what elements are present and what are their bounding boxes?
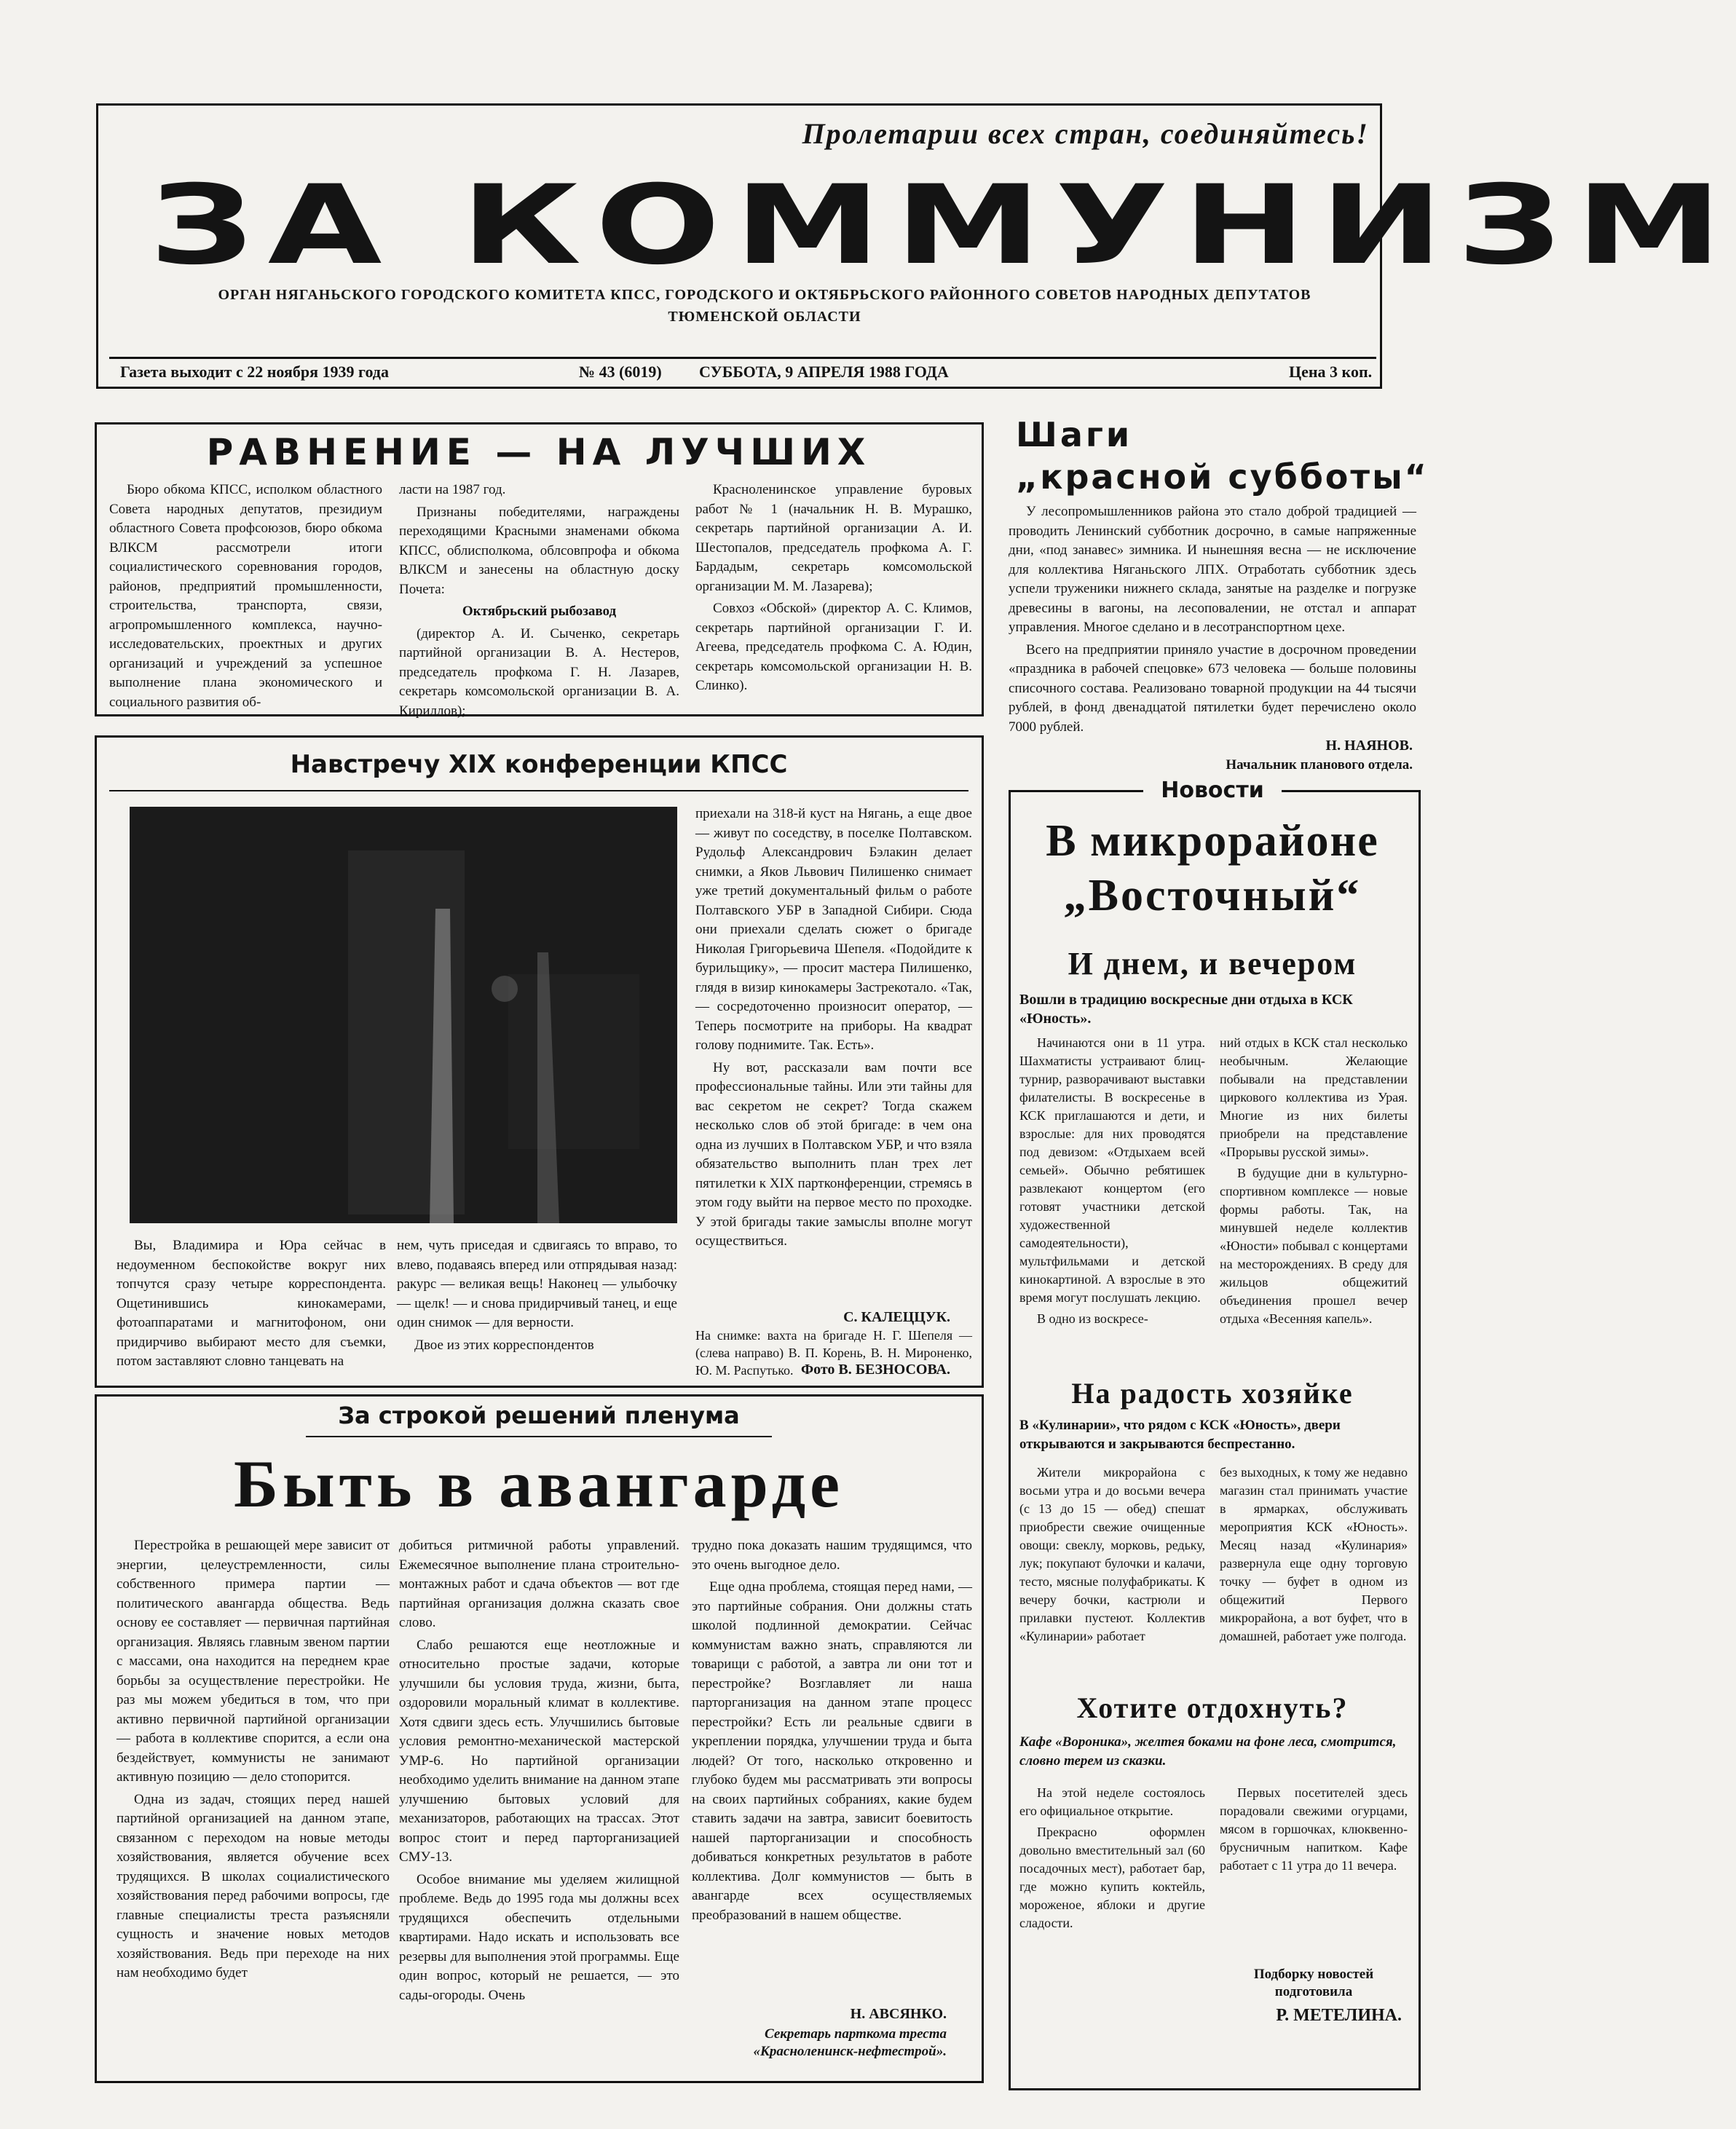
article-vanguard-col2 xyxy=(399,1536,679,2071)
masthead-rule xyxy=(109,357,1376,359)
paragraph: Вы, Владимира и Юра сейчас в недоуменном беспокойстве вокруг них топчутся сразу четыре корреспондента. Ощетинившись кинокамерами, фотоаппаратами и магнитофоном, они придирчиво выбирают место для съемки, потом заставляют словно танцевать на xyxy=(117,1238,386,1369)
story3-col2 xyxy=(1220,1784,1408,1944)
article-subbotnik-title: Шаги xyxy=(1016,415,1133,454)
article-conference-bottom-col2 xyxy=(397,1236,677,1375)
paragraph: Первых посетителей здесь порадовали свежими огурцами, мясом в горшочках, клюквенно-брусничным напитком. Кафе работает с 11 утра до 11 вечера. xyxy=(1220,1785,1408,1873)
story2-col1 xyxy=(1019,1464,1205,1682)
story1-col1 xyxy=(1019,1034,1205,1358)
paragraph: Ну вот, рассказали вам почти все профессиональные тайны. Или эти тайны для вас секретом не секрет? Тогда скажем несколько слов об этой бригаде: в чем она одна из лучших в Полтавском УБР, и что взяла обязательство выполнить план трех лет пятилетки к XIX партконференции, стремясь в этом году выйти на первое место по проходке. У этой бригады такие замыслы вполне могут осуществиться. xyxy=(695,1059,972,1249)
news-headline-1: В микрорайоне xyxy=(1046,816,1379,866)
news-compiler: Р. МЕТЕЛИНА. xyxy=(1276,2006,1402,2025)
story3-title: Хотите отдохнуть? xyxy=(1076,1691,1349,1724)
paragraph: Слабо решаются еще неотложные и относительно простые задачи, которые улучшили бы условия труда, жизни, быта, оздоровили моральный климат в коллективе. Хотя сдвиги здесь есть. Улучшились бытовые условия ремонтно-механической мастерской УМР-6. Но партийной организации необходимо уделить внимание на данном этапе улучшению бытовых условий для механизаторов, работающих на трассах. Этот вопрос стоит и перед парторганизацией СМУ-13. xyxy=(399,1637,679,1865)
article-vanguard-title: Быть в авангарде xyxy=(234,1447,844,1521)
paragraph: Признаны победителями, награждены переходящими Красными знаменами обкома КПСС, облисполкома, облсовпрофа и обкома ВЛКСМ и занесены на областную доску Почета: xyxy=(399,504,679,597)
paragraph: (директор А. И. Сыченко, секретарь партийной организации В. А. Нестеров, председатель профкома Г. Н. Лазарев, секретарь комсомольской организации В. А. Кириллов); xyxy=(399,625,679,719)
news-compiled-by: Подборку новостей подготовила xyxy=(1253,1967,1374,1999)
article-subbotnik-author: Н. НАЯНОВ. xyxy=(1325,738,1413,754)
paragraph: Красноленинское управление буровых работ № 1 (начальник Н. В. Мурашко, секретарь партийной организации А. И. Шестопалов, председатель профкома А. Г. Бардадым, секретарь комсомольской организации М. М. Лазарева); xyxy=(695,482,972,594)
article-leaders-title: РАВНЕНИЕ — НА ЛУЧШИХ xyxy=(206,431,872,473)
paragraph: добиться ритмичной работы управлений. Ежемесячное выполнение плана строительно-монтажных работ и сдача объектов — вот где партийная организация должна сказать свое слово. xyxy=(399,1538,679,1630)
paragraph: Бюро обкома КПСС, исполком областного Совета народных депутатов, президиум областного Совета профсоюзов, бюро обкома ВЛКСМ рассмотрели итоги социалистического соревнования городов, районов, предприятий промышленности, строительства, транспорта, связи, агропромышленного комплекса, научно-исследовательских, проектных и других организаций и учреждений за успешное выполнение плана экономического и социального развития об- xyxy=(109,482,382,710)
paragraph: приехали на 318-й куст на Нягань, а еще двое — живут по соседству, в поселке Полтавском. Рудольф Александрович Бэлакин делает снимки, а Яков Львович Пилишенко снимает уже третий документальный фильм о работе Полтавского УБР в Западной Сибири. Сюда они приехали сделать сюжет о бригаде Николая Григорьевича Шепеля. «Подойдите к бурильщику», — просит мастера Пилишенко, глядя в визир кинокамеры Застрекотало. «Так, — сосредоточенно произносит оператор, — Теперь посмотрите на приборы. На квадрат голову поднимите. Так. Есть». xyxy=(695,806,972,1053)
rubric-rule xyxy=(109,790,968,791)
photo-credit: Фото В. БЕЗНОСОВА. xyxy=(800,1362,950,1378)
news-headline-2: „Восточный“ xyxy=(1063,871,1362,920)
news-rubric: Новости xyxy=(1161,778,1264,803)
article-vanguard-author-title: Секретарь парткома треста «Красноленинск-нефтестрой». xyxy=(753,2026,947,2059)
paragraph: В будущие дни в культурно-спортивном комплексе — новые формы работы. Так, на минувшей неделе коллектив «Юности» побывал с концертами на месторождениях. В среду для жильцов общежитий объединения прошел вечер отдыха «Весенняя капель». xyxy=(1220,1166,1408,1326)
story2-col2 xyxy=(1220,1464,1408,1682)
slogan: Пролетарии всех стран, соединяйтесь! xyxy=(802,117,1369,150)
article-vanguard-author: Н. АВСЯНКО. xyxy=(850,2006,947,2022)
brigade-photo xyxy=(130,807,677,1223)
paragraph: Двое из этих корреспондентов xyxy=(414,1337,594,1353)
paragraph: Жители микрорайона с восьми утра и до восьми вечера (с 13 до 15 — обед) спешат приобрести свежие очищенные овощи: свеклу, морковь, редьку, лук; покупают булочки и калачи, тесто, мясные полуфабрикаты. К вечеру бочки, кастрюли и прилавки пустеют. Коллектив «Кулинарии» работает xyxy=(1019,1465,1205,1643)
subheading: Октябрьский рыбозавод xyxy=(462,604,617,619)
story2-lead: В «Кулинарии», что рядом с КСК «Юность», двери открываются и закрываются беспрестанно. xyxy=(1019,1418,1341,1452)
publisher-line-1: ОРГАН НЯГАНЬСКОГО ГОРОДСКОГО КОМИТЕТА КПСС, ГОРОДСКОГО И ОКТЯБРЬСКОГО РАЙОННОГО СОВЕТОВ НАРОДНЫХ ДЕПУТАТОВ xyxy=(218,287,1311,303)
paragraph: ний отдых в КСК стал несколько необычным. Желающие побывали на представлении циркового коллектива из Урая. Многие из них билеты приобрели на представление «Прорывы русской зимы». xyxy=(1220,1035,1408,1159)
story1-title: И днем, и вечером xyxy=(1068,946,1357,981)
paragraph: без выходных, к тому же недавно магазин стал принимать участие в ярмарках, обслуживать мероприятия КСК «Юность». Месяц назад «Кулинария» развернула еще одну торговую точку — буфет в одном из общежитий Первого микрорайона, а вот буфет, что в домашней, работает уже полгода. xyxy=(1220,1465,1408,1643)
issue-number: № 43 (6019) xyxy=(579,363,662,381)
photo-texture xyxy=(130,807,677,1223)
article-vanguard-col1 xyxy=(117,1536,390,2071)
issue-date: СУББОТА, 9 АПРЕЛЯ 1988 ГОДА xyxy=(699,363,949,381)
rubric-rule xyxy=(306,1436,772,1437)
paragraph: Перестройка в решающей мере зависит от энергии, целеустремленности, силы собственного примера партии — политического авангарда общества. Ведь основу ее составляет — первичная партийная организация. Являясь главным звеном партии с массами, она находится на переднем крае борьбы за осуществление перестройки. Не раз мы можем убедиться в том, что при активно первичной партийной организации — работа в коллективе спорится, а если она бездействует, коммунисты не занимают активную позицию — дело стопорится. xyxy=(117,1538,390,1785)
founded-note: Газета выходит с 22 ноября 1939 года xyxy=(120,363,389,381)
article-conference-author: С. КАЛЕЦЦУК. xyxy=(843,1309,950,1325)
paragraph: Особое внимание мы уделяем жилищной проблеме. Ведь до 1995 года мы должны всех трудящихся обеспечить отдельными квартирами. Надо искать и использовать все резервы для выполнения этой программы. Еще один вопрос, который не решается, — это сады-огороды. Очень xyxy=(399,1871,679,2003)
story2-title: На радость хозяйке xyxy=(1071,1377,1354,1410)
paragraph: Совхоз «Обской» (директор А. С. Климов, секретарь партийной организации Г. И. Агеева, председатель профкома С. А. Юдин, секретарь комсомольской организации Н. В. Слинко). xyxy=(695,601,972,693)
article-vanguard-col3 xyxy=(692,1536,972,2002)
story3-lead: Кафе «Вороника», желтея боками на фоне леса, смотрится, словно терем из сказки. xyxy=(1019,1734,1397,1769)
newspaper-title: ЗА КОММУНИЗМ xyxy=(149,162,1736,289)
article-leaders-col1 xyxy=(109,481,382,710)
paragraph: ласти на 1987 год. xyxy=(399,482,506,497)
article-leaders-col2 xyxy=(399,481,679,719)
paragraph: Всего на предприятии приняло участие в досрочном проведении «праздника в рабочей спецовке» 673 человека — больше половины списочного состава. Реализовано товарной продукции на 44 тысячи рублей, в фонд двенадцатой пятилетки будет перечислено около 7000 рублей. xyxy=(1009,641,1416,735)
publisher-line xyxy=(117,284,1413,328)
article-subbotnik-body xyxy=(1009,502,1416,735)
article-conference-right xyxy=(695,805,972,1307)
publisher-line-2: ТЮМЕНСКОЙ ОБЛАСТИ xyxy=(668,309,861,325)
article-leaders-col3 xyxy=(695,481,972,706)
paragraph: На этой неделе состоялось его официальное открытие. xyxy=(1019,1785,1205,1818)
article-conference-bottom-col1 xyxy=(117,1236,386,1375)
paragraph: Еще одна проблема, стоящая перед нами, — это партийные собрания. Они должны стать школой подлинной демократии. Сейчас коммунистам важно знать, справляются ли товарищи с работой, а завтра ли они тот и перестройке? Возглавляет ли наша парторганизация на данном этапе процесс перестройки? Есть ли реальные сдвиги в укреплении порядка, улучшении труда и быта людей? От того, насколько откровенно и глубоко будем мы рассматривать эти вопросы на своих партийных собраниях, какие будем ставить задачи на завтра, зависит боевитость нашей парторганизации и способность добиваться конкретных результатов в работе коллектива. Долг коммунистов — быть в авангарде всех осуществляемых преобразований в нашем обществе. xyxy=(692,1579,972,1923)
paragraph: У лесопромышленников района это стало доброй традицией — проводить Ленинский субботник досрочно, в самые напряженные дни, «под занавес» зимника. И нынешняя весна — не исключение для коллектива Няганьского ЛПХ. Отработать субботник здесь успели труженики нижнего склада, занятые на разделке и погрузке древесины в вагоны, на лесоповалении, не отстал и аппарат управления. Многое сделано и в лесотранспортном цехе. xyxy=(1009,504,1416,635)
paragraph: нем, чуть приседая и сдвигаясь то вправо, то влево, подаваясь вперед или отпрядывая назад: ракурс — великая вещь! Наконец — улыбочку — щелк! — и снова придирчивый танец, и еще один снимок — для верности. xyxy=(397,1238,677,1330)
paragraph: Одна из задач, стоящих перед нашей партийной организацией на данном этапе, связанном с переходом на новые методы хозяйствования, является обучение всех трудящихся. В школах социалистического хозяйствования перед рабочими вопросы, где главные специалисты треста разъясняли сущность и значение новых методов хозяйствования. Ведь при переходе на них нам необходимо будет xyxy=(117,1791,390,1980)
story3-col1 xyxy=(1019,1784,1205,2002)
article-subbotnik-title-2: „красной субботы“ xyxy=(1016,457,1429,497)
paragraph: Прекрасно оформлен довольно вместительный зал (60 посадочных мест), работает бар, где можно купить коктейль, мороженое, яблоки и другие сладости. xyxy=(1019,1825,1205,1930)
story1-lead: Вошли в традицию воскресные дни отдыха в КСК «Юность». xyxy=(1019,992,1353,1027)
price: Цена 3 коп. xyxy=(1289,363,1373,381)
paragraph: В одно из воскресе- xyxy=(1037,1311,1148,1326)
paragraph: трудно пока доказать нашим трудящимся, что это очень выгодное дело. xyxy=(692,1538,972,1573)
article-vanguard-rubric: За строкой решений пленума xyxy=(338,1402,740,1429)
article-subbotnik-author-title: Начальник планового отдела. xyxy=(1226,757,1413,773)
article-conference-rubric: Навстречу XIX конференции КПСС xyxy=(290,750,788,779)
paragraph: Начинаются они в 11 утра. Шахматисты устраивают блиц-турнир, разворачивают выставки филателисты. В воскресенье в КСК приглашаются и дети, и взрослые: для них проводятся под девизом: «Отдыхаем всей семьей». Обычно ребятишек развлекают концертом (его готовят участники детской художественной самодеятельности), мультфильмами и детской кинокартиной. А взрослые в это время могут послушать лекцию. xyxy=(1019,1035,1205,1305)
caption-text: На снимке: вахта на бригаде Н. Г. Шепеля — (слева направо) В. П. Корень, В. Н. Мироненко, Ю. М. Распутько. xyxy=(695,1328,972,1378)
story1-col2 xyxy=(1220,1034,1408,1358)
